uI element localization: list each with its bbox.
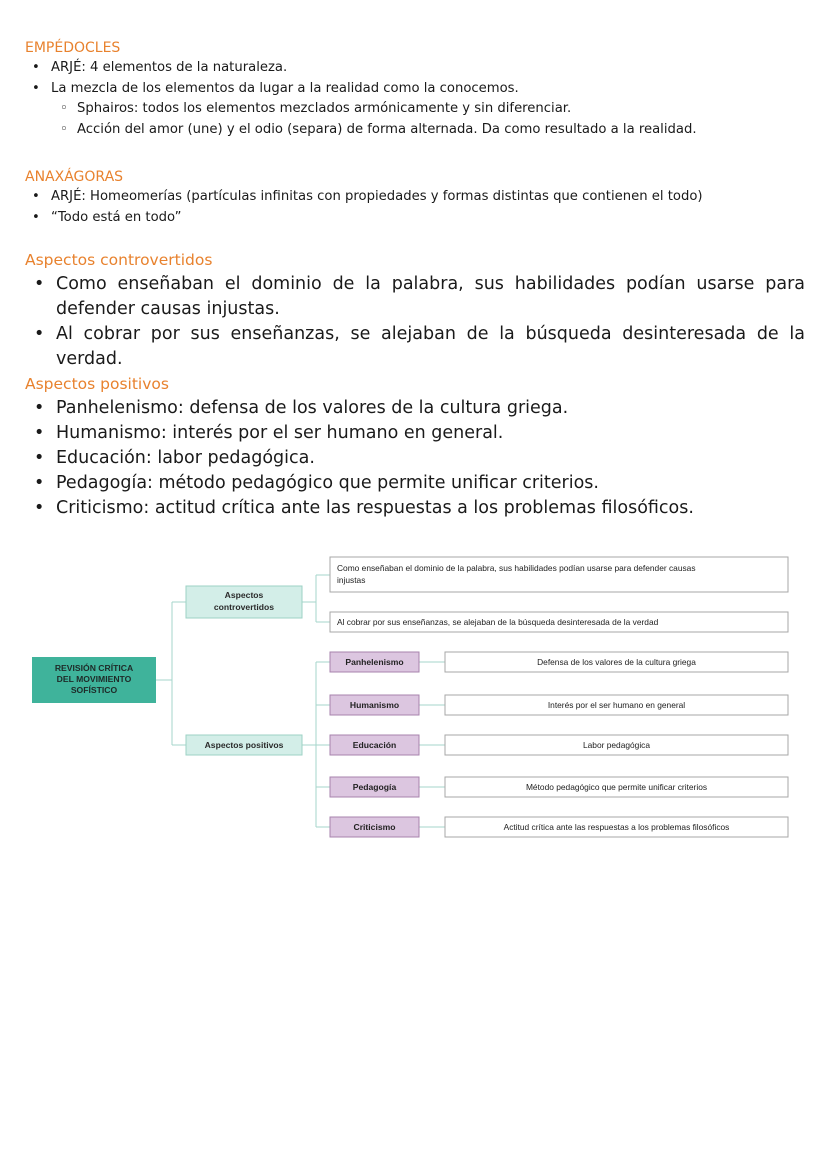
leaf-label: Humanismo	[349, 700, 400, 710]
branch-label: Aspectos	[224, 590, 264, 600]
positivos-leaf	[330, 735, 788, 755]
root-line: REVISIÓN CRÍTICA	[54, 663, 134, 673]
positivos-leaf	[330, 652, 788, 672]
branch-controvertidos	[186, 586, 302, 618]
positivos-title: Aspectos positivos	[25, 375, 169, 393]
leaf-label: Criticismo	[353, 822, 396, 832]
list-item: • ARJÉ: Homeomerías (partículas infinitas con propiedades y formas distintas que contienen el todo)	[51, 187, 805, 208]
empedocles-title: EMPÉDOCLES	[25, 40, 121, 56]
branch-label: Aspectos positivos	[204, 740, 284, 750]
list-item: • “Todo está en todo”	[51, 208, 805, 229]
leaf-desc: Defensa de los valores de la cultura griega	[537, 657, 696, 667]
leaf-text: Como enseñaban el dominio de la palabra, sus habilidades podían usarse para defender causas	[337, 563, 696, 573]
leaf-desc: Interés por el ser humano en general	[547, 700, 686, 710]
list-subitem: ◦ Sphairos: todos los elementos mezclados armónicamente y sin diferenciar.	[77, 99, 805, 120]
root-node	[32, 657, 156, 703]
leaf-text: injustas	[337, 575, 366, 585]
list-item: • ARJÉ: 4 elementos de la naturaleza.	[51, 58, 805, 79]
controvertidos-title: Aspectos controvertidos	[25, 251, 213, 269]
list-subitem: ◦ Acción del amor (une) y el odio (separa) de forma alternada. Da como resultado a la realidad.	[77, 120, 805, 141]
branch-label: controvertidos	[213, 602, 275, 612]
positivos-leaf	[330, 777, 788, 797]
leaf-label: Educación	[352, 740, 397, 750]
list-item: • Criticismo: actitud crítica ante las respuestas a los problemas filosóficos.	[56, 496, 805, 521]
list-item: • La mezcla de los elementos da lugar a la realidad como la conocemos.	[51, 79, 805, 100]
leaf-label: Pedagogía	[352, 782, 397, 792]
list-item: • Panhelenismo: defensa de los valores de la cultura griega.	[56, 396, 805, 421]
list-item: • Pedagogía: método pedagógico que permite unificar criterios.	[56, 471, 805, 496]
anaxagoras-title: ANAXÁGORAS	[25, 169, 124, 185]
list-item: • Al cobrar por sus enseñanzas, se alejaban de la búsqueda desinteresada de la verdad.	[56, 322, 805, 372]
leaf-text: Al cobrar por sus enseñanzas, se alejaban de la búsqueda desinteresada de la verdad	[337, 617, 659, 627]
root-line: DEL MOVIMIENTO	[56, 674, 132, 684]
leaf-label: Panhelenismo	[345, 657, 404, 667]
leaf-desc: Método pedagógico que permite unificar criterios	[525, 782, 708, 792]
controvertidos-leaf	[330, 557, 788, 592]
list-item: • Como enseñaban el dominio de la palabra, sus habilidades podían usarse para defender causas injustas.	[56, 272, 805, 322]
leaf-desc: Labor pedagógica	[582, 740, 651, 750]
branch-positivos	[186, 735, 302, 755]
root-line: SOFÍSTICO	[70, 685, 118, 695]
list-item: • Humanismo: interés por el ser humano en general.	[56, 421, 805, 446]
controvertidos-leaf	[330, 612, 788, 632]
list-item: • Educación: labor pedagógica.	[56, 446, 805, 471]
positivos-leaf	[330, 695, 788, 715]
leaf-desc: Actitud crítica ante las respuestas a los problemas filosóficos	[503, 822, 730, 832]
positivos-leaf	[330, 817, 788, 837]
